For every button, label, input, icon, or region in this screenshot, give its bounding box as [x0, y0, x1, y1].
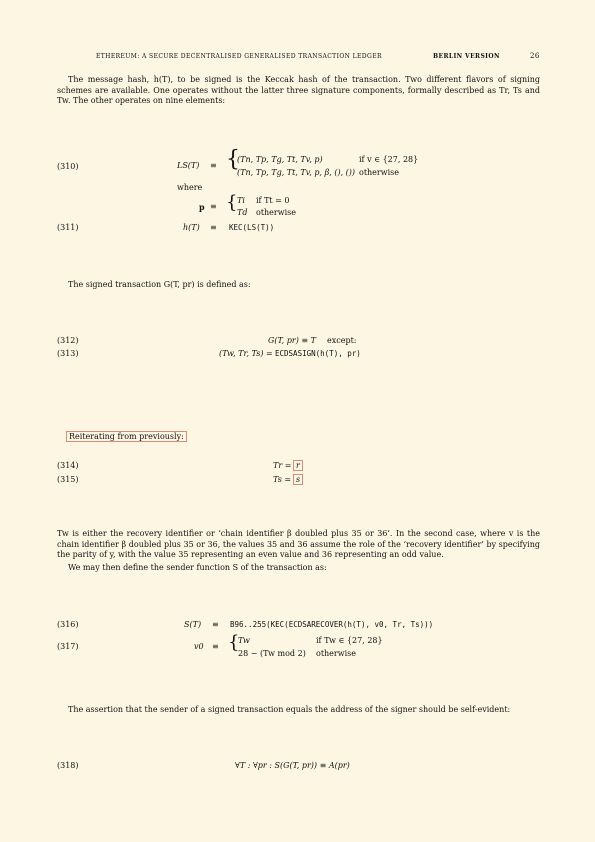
eq313-lhs: (Tw, Tr, Ts) =: [219, 349, 273, 358]
version-label: BERLIN VERSION: [433, 53, 500, 60]
equation-number-316: (316): [57, 620, 79, 629]
equation-number-313: (313): [57, 349, 79, 358]
equation-number-310: (310): [57, 162, 79, 171]
eq314-lhs: Tr =: [273, 461, 292, 470]
eq317-cond2: otherwise: [316, 649, 356, 658]
eq317-case2: 28 − (Tw mod 2): [238, 649, 306, 658]
equation-number-317: (317): [57, 642, 79, 651]
eq315-lhs: Ts =: [273, 475, 292, 484]
paragraph-message-hash: The message hash, h(T), to be signed is the Keccak hash of the transaction. Two different flavors of signing schemes are available. One operates without the latter three signature components, formally described as Tr, Ts and Tw. The other operates on nine elements:: [57, 75, 540, 105]
left-brace-icon: {: [226, 192, 238, 213]
eq316-rel: ≡: [212, 620, 219, 629]
eq310-lhs: LS(T): [177, 161, 200, 170]
equation-number-311: (311): [57, 223, 79, 232]
eq314-rhs-link[interactable]: r: [293, 460, 303, 471]
eq316-rhs: B96..255(KEC(ECDSARECOVER(h(T), v0, Tr, Ts))): [230, 620, 434, 629]
paragraph-sender-function: We may then define the sender function S of the transaction as:: [68, 563, 327, 572]
eq311-lhs: h(T): [183, 223, 200, 232]
eq317-rel: ≡: [212, 642, 219, 651]
equation-number-312: (312): [57, 336, 79, 345]
equation-number-318: (318): [57, 761, 79, 770]
eq310-cond2: otherwise: [359, 168, 399, 177]
eq315-rhs-link[interactable]: s: [293, 474, 303, 485]
equation-number-314: (314): [57, 461, 79, 470]
eqp-lhs: p: [199, 202, 205, 212]
eq318-rhs: ∀T : ∀pr : S(G(T, pr)) ≡ A(pr): [235, 761, 350, 770]
eq317-cond1: if Tw ∈ {27, 28}: [316, 636, 383, 645]
eq311-rhs: KEC(LS(T)): [229, 223, 275, 232]
running-title: ETHEREUM: A SECURE DECENTRALISED GENERALISED TRANSACTION LEDGER: [96, 53, 382, 60]
where-label: where: [177, 183, 203, 192]
eq317-case1: Tw: [238, 636, 250, 645]
eq311-rel: ≡: [210, 223, 217, 232]
eqp-cond1: if Tt = 0: [256, 196, 290, 205]
eqp-rel: ≡: [210, 202, 217, 211]
eq310-cond1: if v ∈ {27, 28}: [359, 155, 419, 164]
eq312-rhs: except:: [327, 336, 357, 345]
paragraph-recovery-identifier: Tw is either the recovery identifier or ‘chain identifier β doubled plus 35 or 36’. In the second case, where v is the chain identifier β doubled plus 35 or 36, the values 35 and 36 assume the role of the ‘recovery identifier’ by specifying the parity of y, with the value 35 representing an even value and 36 representing an odd value.: [57, 529, 540, 559]
paragraph-assertion: The assertion that the sender of a signed transaction equals the address of the signer should be self-evident:: [68, 705, 511, 714]
eq312-lhs: G(T, pr) ≡ T: [268, 336, 316, 345]
eq310-case2: (Tn, Tp, Tg, Tt, Tv, p, β, (), ()): [237, 168, 356, 177]
left-brace-icon: {: [228, 632, 240, 653]
eqp-case2: Td: [237, 208, 248, 217]
eqp-case1: Ti: [237, 196, 245, 205]
eq313-rhs: ECDSASIGN(h(T), pr): [275, 349, 361, 358]
reiterating-note[interactable]: Reiterating from previously:: [66, 431, 187, 442]
left-brace-icon: {: [226, 147, 240, 172]
eq310-case1: (Tn, Tp, Tg, Tt, Tv, p): [237, 155, 323, 164]
eq316-lhs: S(T): [184, 620, 202, 629]
eq317-lhs: v0: [194, 642, 204, 651]
paragraph-signed-transaction: The signed transaction G(T, pr) is defined as:: [68, 280, 251, 289]
eqp-cond2: otherwise: [256, 208, 296, 217]
eq310-rel: ≡: [210, 161, 217, 170]
equation-number-315: (315): [57, 475, 79, 484]
page-number: 26: [530, 52, 540, 60]
